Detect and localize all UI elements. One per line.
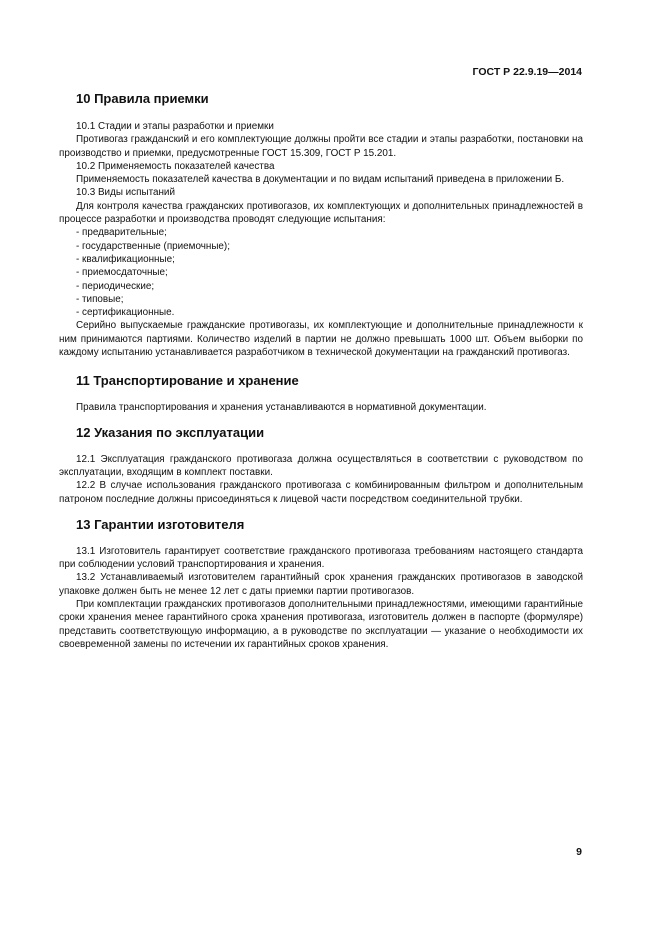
section-11-title: 11 Транспортирование и хранение xyxy=(76,373,299,389)
paragraph-13-2: 13.2 Устанавливаемый изготовителем гарантийный срок хранения гражданских противогазов в заводской упаковке должен быть не менее 12 лет с даты приемки партии противогазов. xyxy=(59,572,583,597)
list-item: - периодические; xyxy=(76,280,155,292)
test-types-list xyxy=(59,226,583,319)
section-11 xyxy=(59,373,583,414)
paragraph-10-1-heading: 10.1 Стадии и этапы разработки и приемки xyxy=(76,121,274,132)
page-content xyxy=(59,91,583,651)
paragraph-10-2-heading: 10.2 Применяемость показателей качества xyxy=(76,160,275,172)
document-code-header: ГОСТ Р 22.9.19—2014 xyxy=(472,66,582,78)
paragraph-12-2: 12.2 В случае использования гражданского противогаза с комбинированным фильтром и дополнительным патроном последние должны присоединяться к лицевой части посредством соединительной трубки. xyxy=(59,480,583,505)
page-number: 9 xyxy=(576,846,582,858)
paragraph-13-3: При комплектации гражданских противогазов дополнительными принадлежностями, имеющими гарантийные сроки хранения менее гарантийного срока хранения противогаза, изготовитель должен в паспорте (формуляре) представить соответствующую информацию, а в руководстве по эксплуатации — указание о необходимости их своевременной замены по истечении их гарантийных сроков хранения. xyxy=(59,599,583,650)
list-item: - квалификационные; xyxy=(76,253,175,265)
section-12-title: 12 Указания по эксплуатации xyxy=(76,424,265,440)
list-item: - предварительные; xyxy=(76,227,167,239)
paragraph-10-1-text: Противогаз гражданский и его комплектующие должны пройти все стадии и этапы разработки, постановки на производство и приемки, предусмотренные ГОСТ 15.309, ГОСТ Р 15.201. xyxy=(59,134,583,159)
paragraph-11-text: Правила транспортирования и хранения устанавливаются в нормативной документации. xyxy=(76,402,487,414)
section-10-title: 10 Правила приемки xyxy=(76,91,209,106)
list-item: - государственные (приемочные); xyxy=(76,240,230,252)
section-10 xyxy=(59,91,583,359)
paragraph-12-1: 12.1 Эксплуатация гражданского противогаза должна осуществляться в соответствии с руководством по эксплуатации, входящим в комплект поставки. xyxy=(59,453,583,478)
section-13-title: 13 Гарантии изготовителя xyxy=(76,516,245,532)
section-13 xyxy=(59,517,583,651)
paragraph-batch-acceptance: Серийно выпускаемые гражданские противогазы, их комплектующие и дополнительные принадлежности к ним принимаются партиями. Количество изделий в партии не должно превышать 1000 шт. Объем выборки по каждому испытанию устанавливается разработчиком в технической документации на гражданский противогаз. xyxy=(59,320,583,359)
section-12 xyxy=(59,425,583,506)
paragraph-10-3-text: Для контроля качества гражданских противогазов, их комплектующих и дополнительных принадлежностей в процессе разработки и производства проводят следующие испытания: xyxy=(59,200,583,226)
list-item: - типовые; xyxy=(76,293,124,305)
paragraph-13-1: 13.1 Изготовитель гарантирует соответствие гражданского противогаза требованиям настоящего стандарта при соблюдении условий транспортирования и хранения. xyxy=(59,545,583,571)
paragraph-10-3-heading: 10.3 Виды испытаний xyxy=(76,187,175,199)
list-item: - сертификационные. xyxy=(76,307,175,319)
list-item: - приемосдаточные; xyxy=(76,267,168,279)
paragraph-10-2-text: Применяемость показателей качества в документации и по видам испытаний приведена в приложении Б. xyxy=(76,174,565,186)
